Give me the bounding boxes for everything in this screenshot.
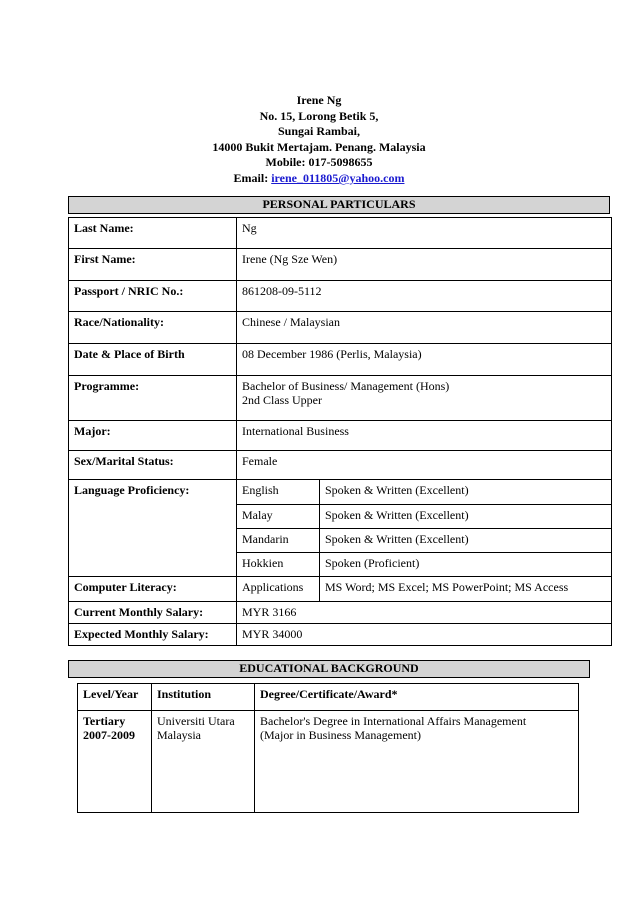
race-value: Chinese / Malaysian	[237, 312, 612, 344]
programme-line-1: Bachelor of Business/ Management (Hons)	[242, 379, 450, 393]
dob-label: Date & Place of Birth	[69, 344, 237, 376]
passport-label: Passport / NRIC No.:	[69, 281, 237, 312]
language-cell	[237, 480, 612, 577]
educational-background-heading: EDUCATIONAL BACKGROUND	[68, 660, 590, 678]
dob-value: 08 December 1986 (Perlis, Malaysia)	[237, 344, 612, 376]
computer-literacy-table	[237, 577, 611, 601]
sex-value: Female	[237, 451, 612, 480]
language-level: Spoken & Written (Excellent)	[320, 528, 612, 552]
language-name: English	[242, 483, 279, 497]
major-label: Major:	[69, 421, 237, 451]
language-level: Spoken (Proficient)	[320, 552, 612, 576]
computer-literacy-label: Computer Literacy:	[69, 577, 237, 602]
col-degree: Degree/Certificate/Award*	[255, 684, 579, 711]
last-name-value: Ng	[237, 218, 612, 249]
edu-institution-line-2: Malaysia	[157, 728, 201, 742]
programme-line-2: 2nd Class Upper	[242, 393, 322, 407]
personal-particulars-table	[68, 217, 612, 646]
education-table	[77, 683, 579, 813]
computer-category: Applications	[242, 580, 304, 594]
edu-degree-line-2: (Major in Business Management)	[260, 728, 421, 742]
computer-apps: MS Word; MS Excel; MS PowerPoint; MS Access	[320, 577, 612, 601]
first-name-value: Irene (Ng Sze Wen)	[237, 249, 612, 281]
language-level: Spoken & Written (Excellent)	[320, 504, 612, 528]
passport-value: 861208-09-5112	[237, 281, 612, 312]
col-institution: Institution	[152, 684, 255, 711]
language-level: Spoken & Written (Excellent)	[320, 480, 612, 504]
edu-degree-line-1: Bachelor's Degree in International Affairs Management	[260, 714, 527, 728]
major-value: International Business	[237, 421, 612, 451]
col-level-year: Level/Year	[78, 684, 152, 711]
address-line-3: 14000 Bukit Mertajam. Penang. Malaysia	[212, 139, 426, 154]
programme-label: Programme:	[69, 376, 237, 421]
applicant-name: Irene Ng	[296, 93, 342, 107]
mobile-number: Mobile: 017-5098655	[265, 155, 373, 170]
computer-literacy-cell	[237, 577, 612, 602]
language-label: Language Proficiency:	[69, 480, 237, 577]
edu-level-cell	[78, 711, 152, 813]
address-line-1: No. 15, Lorong Betik 5,	[259, 108, 379, 123]
expected-salary-label: Expected Monthly Salary:	[69, 624, 237, 646]
language-name: Mandarin	[237, 528, 320, 552]
current-salary-label: Current Monthly Salary:	[69, 602, 237, 624]
expected-salary-value: MYR 34000	[237, 624, 612, 646]
email-line	[0, 171, 638, 187]
email-label: Email:	[233, 170, 272, 185]
sex-label: Sex/Marital Status:	[69, 451, 237, 480]
last-name-label: Last Name:	[69, 218, 237, 249]
race-label: Race/Nationality:	[69, 312, 237, 344]
current-salary-value: MYR 3166	[237, 602, 612, 624]
address-line-2: Sungai Rambai,	[277, 124, 361, 139]
first-name-label: First Name:	[69, 249, 237, 281]
email-link[interactable]: irene_011805@yahoo.com	[271, 170, 405, 185]
edu-year: 2007-2009	[83, 728, 135, 742]
edu-institution-cell	[152, 711, 255, 813]
personal-particulars-heading: PERSONAL PARTICULARS	[68, 196, 610, 214]
programme-value	[237, 376, 612, 421]
language-name: Hokkien	[237, 552, 320, 576]
resume-header	[0, 93, 638, 187]
edu-degree-cell	[255, 711, 579, 813]
edu-institution-line-1: Universiti Utara	[157, 714, 235, 728]
language-table	[237, 480, 611, 576]
language-name: Malay	[237, 504, 320, 528]
edu-level: Tertiary	[83, 714, 126, 728]
